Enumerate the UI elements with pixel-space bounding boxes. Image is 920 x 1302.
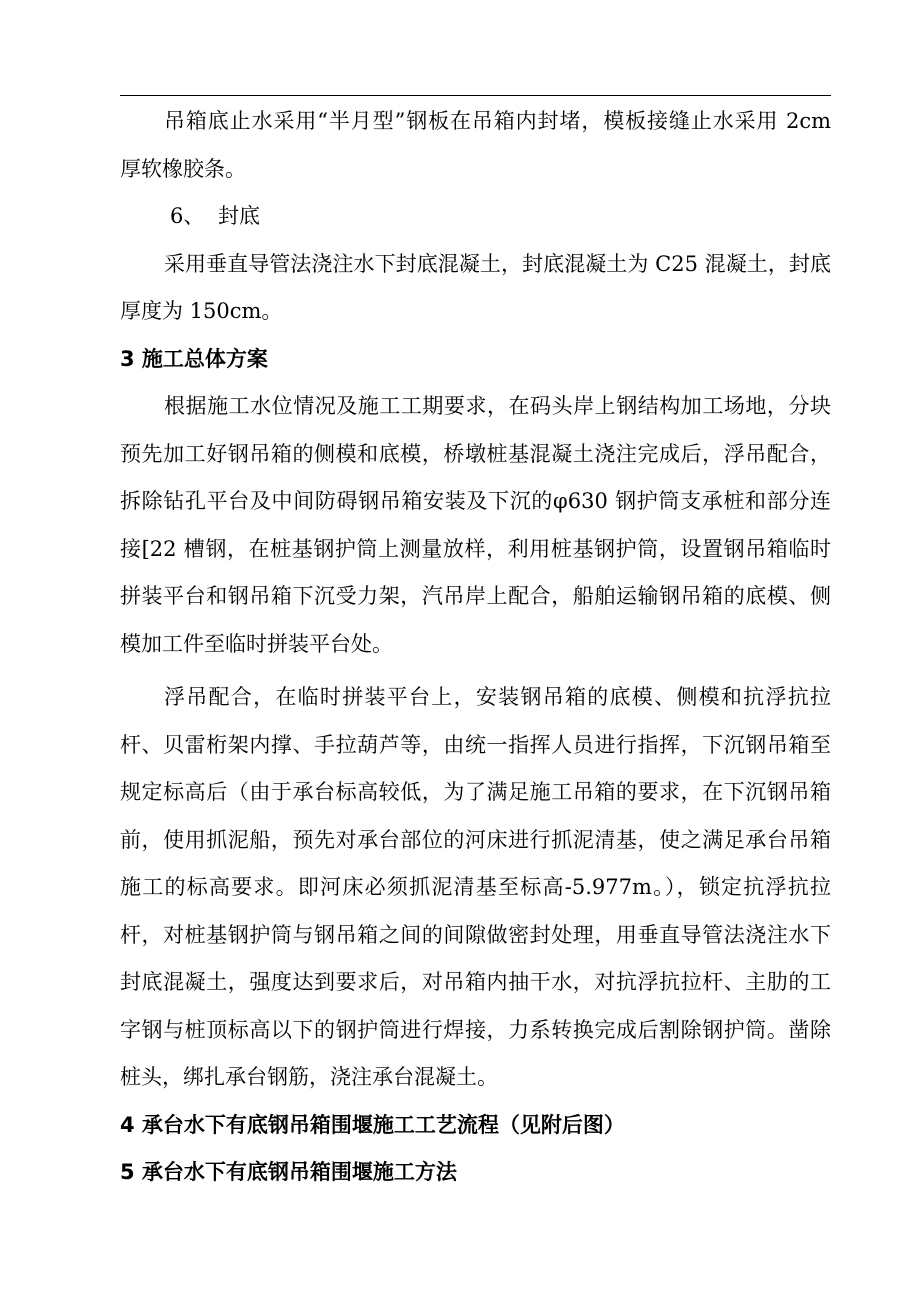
- list-item-sealing-bottom: [120, 193, 831, 241]
- heading-section-5: 5 承台水下有底钢吊箱围堰施工方法: [120, 1160, 457, 1184]
- paragraph-overall-plan: 根据施工水位情况及施工工期要求，在码头岸上钢结构加工场地，分块预先加工好钢吊箱的侧模和底模，桥墩桩基混凝土浇注完成后，浮吊配合，拆除钻孔平台及中间防碍钢吊箱安装及下沉的φ630 钢护筒支承桩和部分连接[22 槽钢，在桩基钢护筒上测量放样，利用桩基钢护筒，设置钢吊箱临时拼装平台和钢吊箱下沉受力架，汽吊岸上配合，船舶运输钢吊箱的底模、侧模加工件至临时拼装平台处。: [120, 394, 831, 656]
- paragraph-water-stop: 吊箱底止水采用“半月型”钢板在吊箱内封堵，模板接缝止水采用 2cm 厚软橡胶条。: [120, 109, 831, 181]
- header-rule: [120, 95, 831, 96]
- list-item-number: 6、: [170, 204, 205, 228]
- heading-section-3: 3 施工总体方案: [120, 346, 268, 371]
- paragraph-floating-crane: 浮吊配合，在临时拼装平台上，安装钢吊箱的底模、侧模和抗浮抗拉杆、贝雷桁架内撑、手拉葫芦等，由统一指挥人员进行指挥，下沉钢吊箱至规定标高后（由于承台标高较低，为了满足施工吊箱的要求，在下沉钢吊箱前，使用抓泥船，预先对承台部位的河床进行抓泥清基，使之满足承台吊箱施工的标高要求。即河床必须抓泥清基至标高-5.977m。），锁定抗浮抗拉杆，对桩基钢护筒与钢吊箱之间的间隙做密封处理，用垂直导管法浇注水下封底混凝土，强度达到要求后，对吊箱内抽干水，对抗浮抗拉杆、主肋的工字钢与桩顶标高以下的钢护筒进行焊接，力系转换完成后割除钢护筒。凿除桩头，绑扎承台钢筋，浇注承台混凝土。: [120, 685, 831, 1089]
- paragraph-sealing-method: 采用垂直导管法浇注水下封底混凝土，封底混凝土为 C25 混凝土，封底厚度为 150cm。: [120, 251, 831, 323]
- heading-section-4: 4 承台水下有底钢吊箱围堰施工工艺流程（见附后图）: [120, 1112, 625, 1137]
- document-body: [120, 98, 831, 1197]
- list-item-title: 封底: [218, 204, 260, 228]
